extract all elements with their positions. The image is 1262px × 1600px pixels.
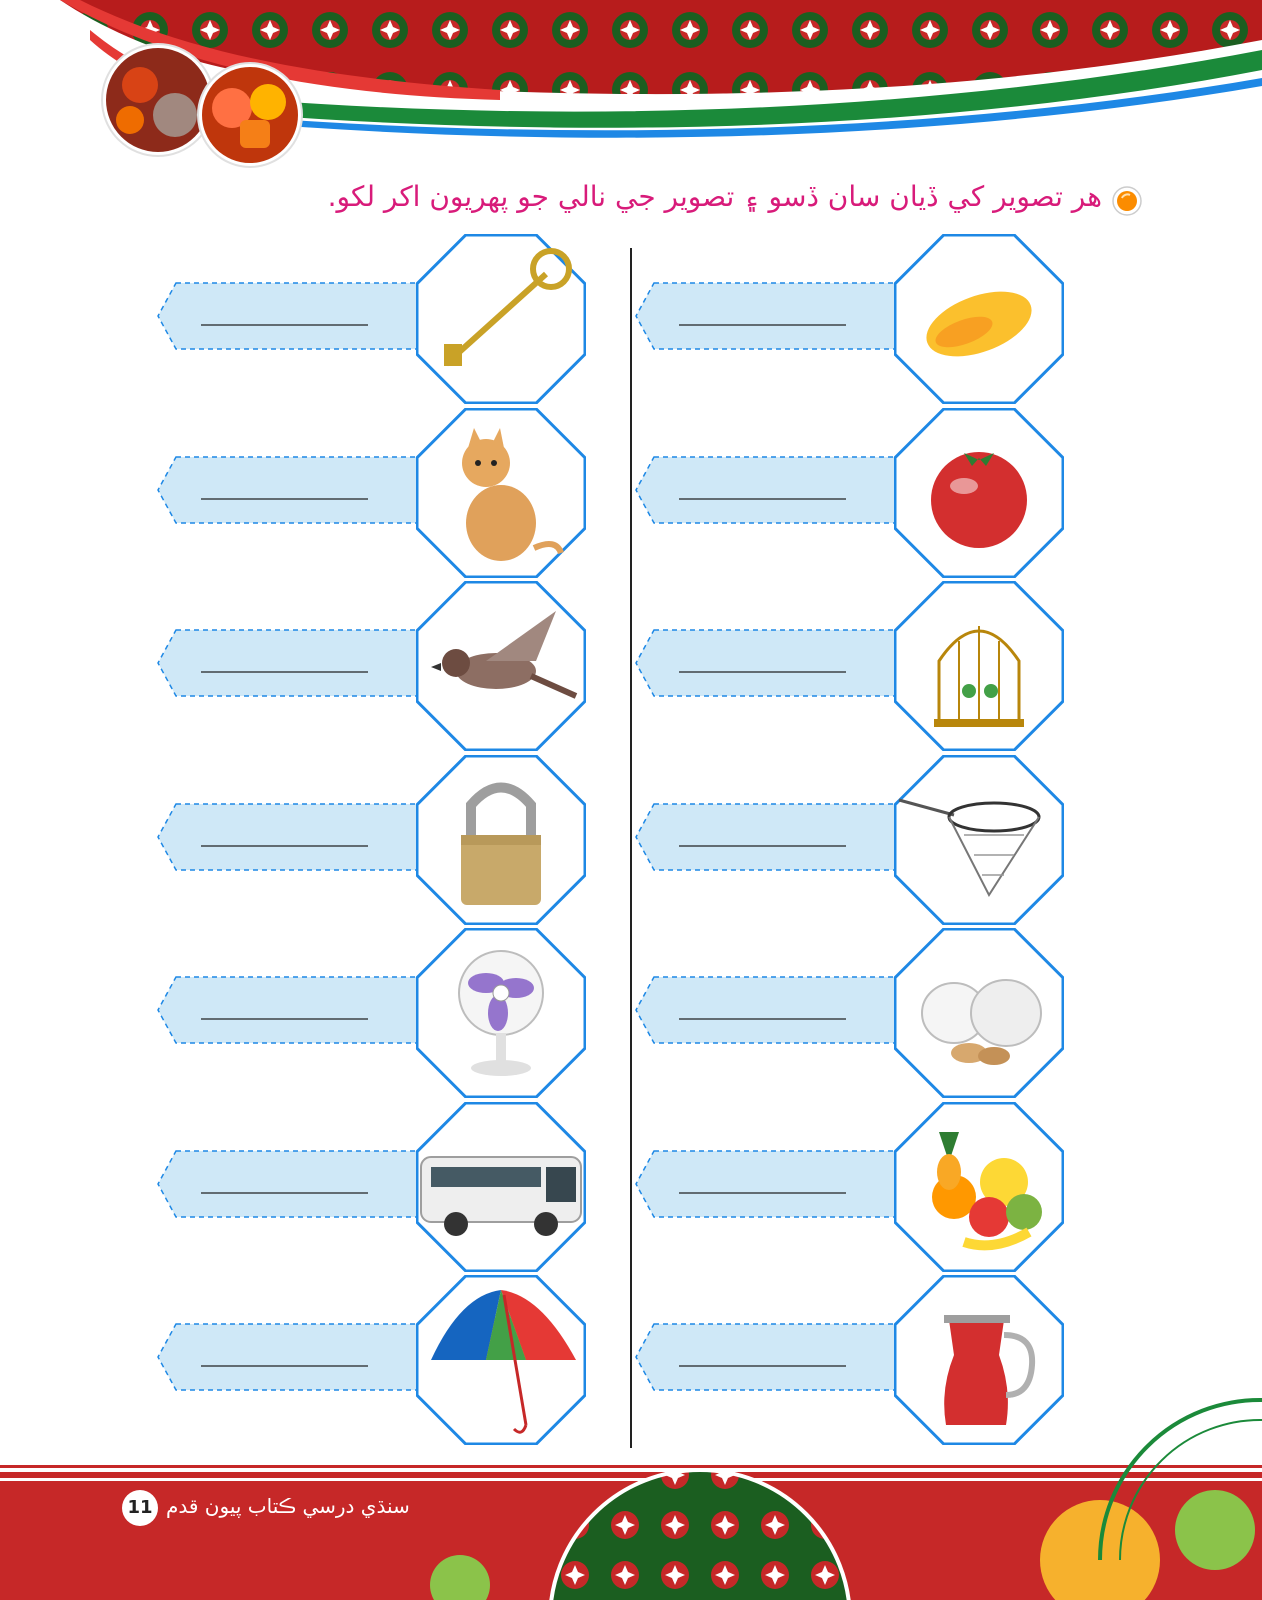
instruction-text: هر تصوير کي ڏيان سان ڏسو ۽ تصوير جي نالي جو پهريون اکر لکو. bbox=[327, 180, 1102, 213]
page-number: 11 bbox=[122, 1490, 158, 1526]
book-title: سنڌي درسي ڪتاب پيون قدم bbox=[166, 1494, 410, 1518]
